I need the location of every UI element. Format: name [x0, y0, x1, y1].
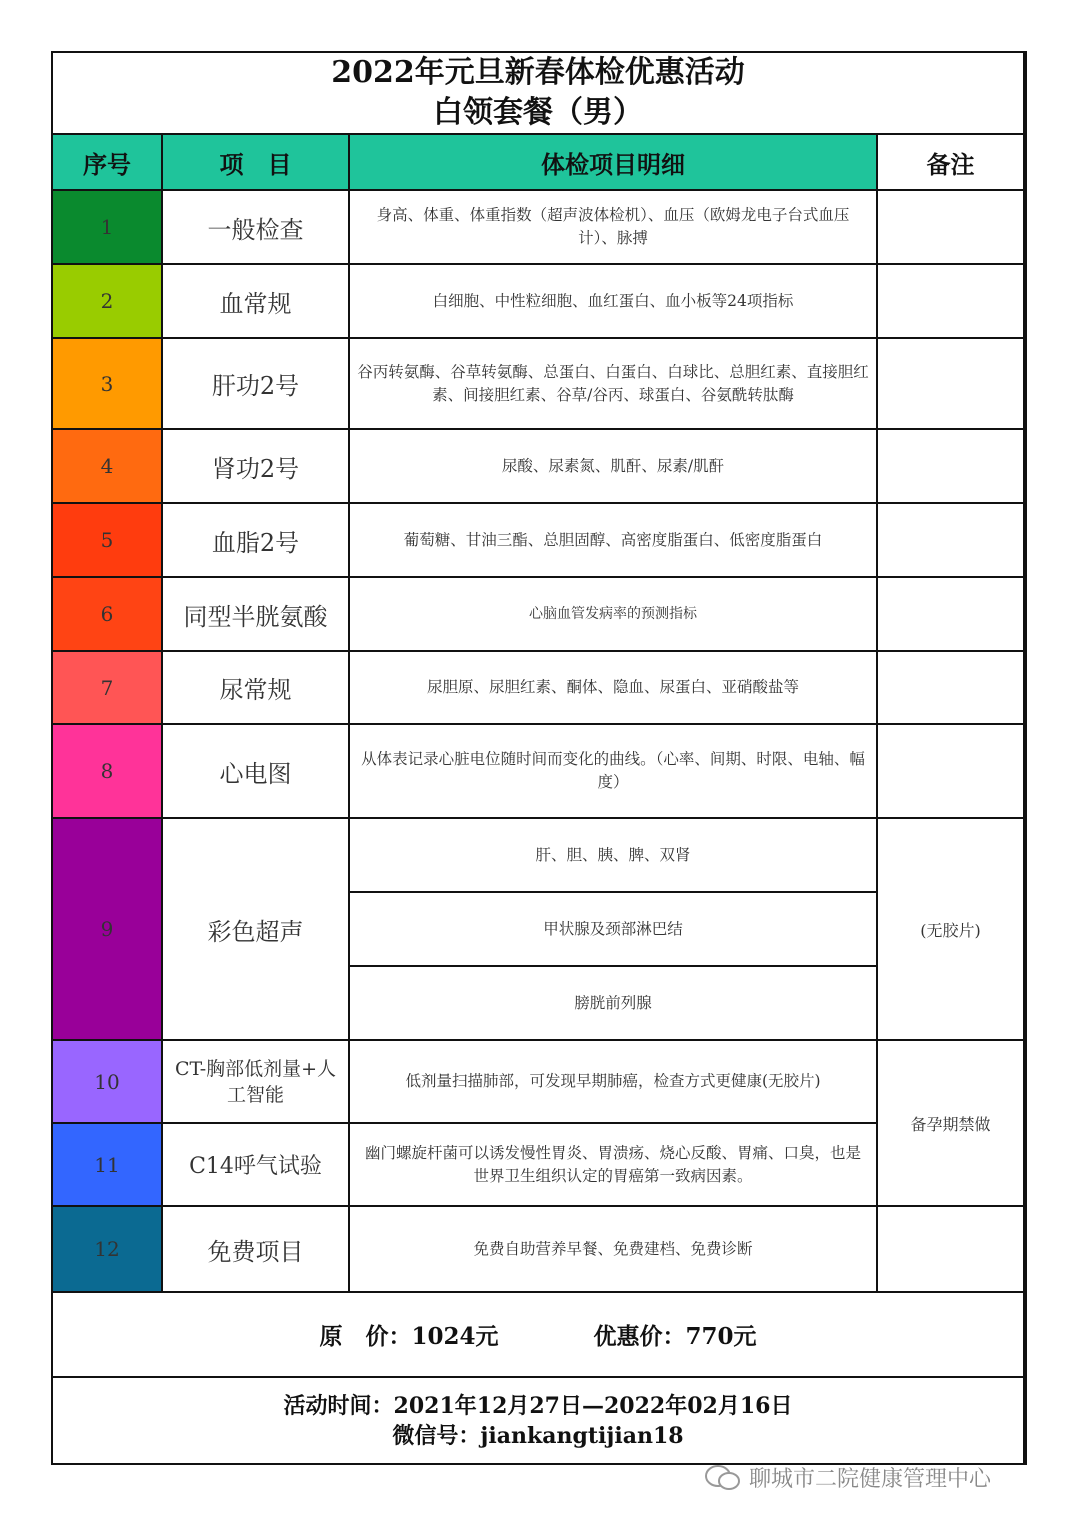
- row-note: [878, 725, 1023, 817]
- row-detail: 尿胆原、尿胆红素、酮体、隐血、尿蛋白、亚硝酸盐等: [350, 652, 876, 723]
- activity-period: 活动时间：2021年12月27日—2022年02月16日: [283, 1392, 793, 1419]
- row-detail: 谷丙转氨酶、谷草转氨酶、总蛋白、白蛋白、白球比、总胆红素、直接胆红素、间接胆红素、谷草/谷丙、球蛋白、谷氨酰转肽酶: [350, 339, 876, 428]
- row-note: [878, 1207, 1023, 1291]
- row-detail: 低剂量扫描肺部，可发现早期肺癌，检查方式更健康(无胶片): [350, 1041, 876, 1122]
- row-no: 4: [53, 430, 161, 502]
- header-note: 备注: [878, 135, 1023, 189]
- row-detail: 葡萄糖、甘油三酯、总胆固醇、高密度脂蛋白、低密度脂蛋白: [350, 504, 876, 576]
- row-note: [878, 652, 1023, 723]
- row-note: [878, 430, 1023, 502]
- row-note: [878, 265, 1023, 337]
- header-detail: 体检项目明细: [350, 135, 876, 189]
- row-item: 血常规: [163, 265, 348, 337]
- row-detail: 尿酸、尿素氮、肌酐、尿素/肌酐: [350, 430, 876, 502]
- row-no: 3: [53, 339, 161, 428]
- title-line2: 白领套餐（男）: [433, 95, 643, 130]
- row-no: 6: [53, 578, 161, 650]
- row-detail: 免费自助营养早餐、免费建档、免费诊断: [350, 1207, 876, 1291]
- row-no: 8: [53, 725, 161, 817]
- row-note: (无胶片): [878, 819, 1023, 1039]
- table-title: [53, 53, 1023, 133]
- row-item: 心电图: [163, 725, 348, 817]
- row-no: 10: [53, 1041, 161, 1122]
- title-line1: 2022年元旦新春体检优惠活动: [331, 55, 745, 90]
- row-detail: 心脑血管发病率的预测指标: [350, 578, 876, 650]
- row-detail: 身高、体重、体重指数（超声波体检机）、血压（欧姆龙电子台式血压计）、脉搏: [350, 191, 876, 263]
- row-note: [878, 578, 1023, 650]
- watermark: [703, 1462, 991, 1493]
- row-no: 1: [53, 191, 161, 263]
- row-no: 2: [53, 265, 161, 337]
- row-item: 彩色超声: [163, 819, 348, 1039]
- row-item: 同型半胱氨酸: [163, 578, 348, 650]
- row-item: 尿常规: [163, 652, 348, 723]
- header-item: 项 目: [163, 135, 348, 189]
- row-detail: 从体表记录心脏电位随时间而变化的曲线。（心率、间期、时限、电轴、幅度）: [350, 725, 876, 817]
- row-note: [878, 191, 1023, 263]
- row-note: [878, 339, 1023, 428]
- package-table: [51, 51, 1027, 1465]
- watermark-text: 聊城市二院健康管理中心: [749, 1467, 992, 1492]
- row-item: 肝功2号: [163, 339, 348, 428]
- row-no: 5: [53, 504, 161, 576]
- row-detail: 甲状腺及颈部淋巴结: [350, 893, 876, 965]
- row-no: 7: [53, 652, 161, 723]
- row-item: 免费项目: [163, 1207, 348, 1291]
- original-price: 原 价：1024元: [319, 1323, 499, 1350]
- row-item: 血脂2号: [163, 504, 348, 576]
- price-row: [53, 1293, 1023, 1376]
- row-item: C14呼气试验: [163, 1124, 348, 1205]
- row-detail: 膀胱前列腺: [350, 967, 876, 1039]
- wechat-icon: [703, 1463, 743, 1493]
- row-note: 备孕期禁做: [878, 1041, 1023, 1205]
- row-no: 11: [53, 1124, 161, 1205]
- row-item: 肾功2号: [163, 430, 348, 502]
- row-note: [878, 504, 1023, 576]
- header-no: 序号: [53, 135, 161, 189]
- row-no: 12: [53, 1207, 161, 1291]
- row-detail: 白细胞、中性粒细胞、血红蛋白、血小板等24项指标: [350, 265, 876, 337]
- row-item: 一般检查: [163, 191, 348, 263]
- discount-price: 优惠价：770元: [593, 1323, 757, 1350]
- row-item: CT-胸部低剂量+人工智能: [163, 1041, 348, 1122]
- row-detail: 肝、胆、胰、脾、双肾: [350, 819, 876, 891]
- wechat-id: 微信号：jiankangtijian18: [392, 1422, 684, 1449]
- footer: [53, 1378, 1023, 1463]
- row-no: 9: [53, 819, 161, 1039]
- row-detail: 幽门螺旋杆菌可以诱发慢性胃炎、胃溃疡、烧心反酸、胃痛、口臭，也是世界卫生组织认定的胃癌第一致病因素。: [350, 1124, 876, 1205]
